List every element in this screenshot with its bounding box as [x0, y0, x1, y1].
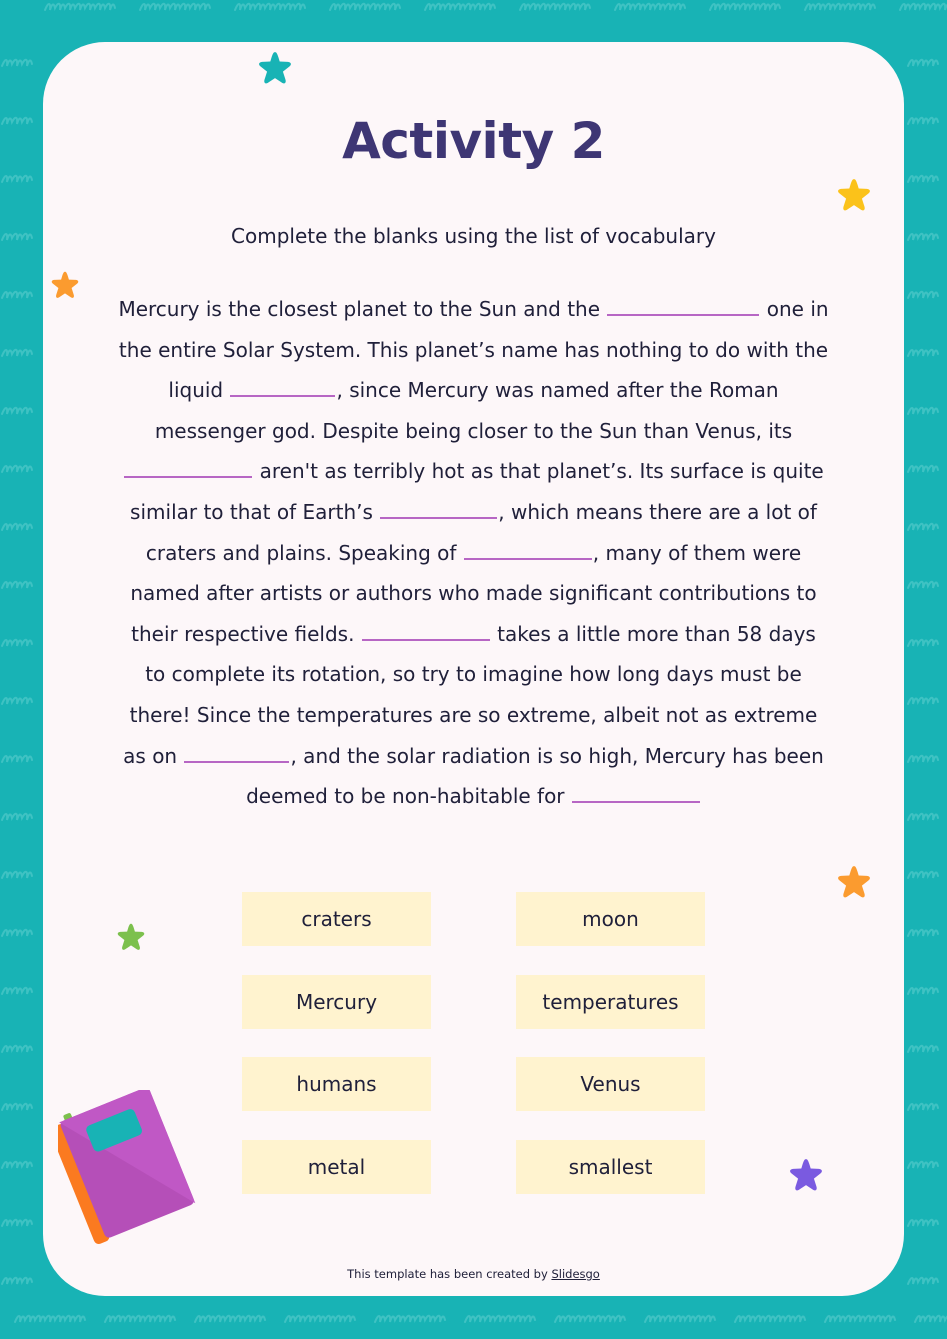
fill-in-paragraph [118, 289, 829, 817]
footer-credit [0, 1267, 947, 1281]
answer-blank[interactable] [380, 516, 497, 519]
vocab-word-metal[interactable]: metal [242, 1140, 431, 1194]
paragraph-text: , since Mercury was named after the Roman messenger god. Despite being closer to the Sun than Venus, its [154, 378, 793, 443]
answer-blank[interactable] [464, 557, 592, 560]
star-orange-left-icon [50, 270, 80, 300]
paragraph-text: aren't as terribly hot as that planet’s. Its surface is quite similar to that of Earth’s [130, 459, 824, 524]
paragraph-text: takes a little more than 58 days to complete its rotation, so try to imagine how long days must be there! Since the temperatures are so extreme, albeit not as extreme as on [123, 621, 818, 768]
paragraph-text: Mercury is the closest planet to the Sun and the [118, 297, 607, 321]
vocab-word-temperatures[interactable]: temperatures [516, 975, 705, 1029]
star-teal-icon [257, 50, 293, 86]
vocab-word-venus[interactable]: Venus [516, 1057, 705, 1111]
notebook-icon [58, 1090, 203, 1250]
answer-blank[interactable] [184, 760, 289, 763]
vocab-word-craters[interactable]: craters [242, 892, 431, 946]
paragraph-text: one in the entire Solar System. This planet’s name has nothing to do with the liquid [118, 297, 829, 403]
star-green-icon [116, 922, 146, 952]
footer-text: This template has been created by [347, 1267, 552, 1281]
star-orange-right-icon [836, 864, 872, 900]
vocab-word-smallest[interactable]: smallest [516, 1140, 705, 1194]
answer-blank[interactable] [362, 638, 490, 641]
vocab-word-humans[interactable]: humans [242, 1057, 431, 1111]
answer-blank[interactable] [230, 394, 335, 397]
star-yellow-icon [836, 177, 872, 213]
instructions: Complete the blanks using the list of vocabulary [231, 224, 716, 248]
paragraph-text: , which means there are a lot of craters and plains. Speaking of [145, 499, 817, 565]
page-title: Activity 2 [342, 112, 605, 170]
answer-blank[interactable] [572, 800, 700, 803]
vocab-word-mercury[interactable]: Mercury [242, 975, 431, 1029]
vocab-word-moon[interactable]: moon [516, 892, 705, 946]
paragraph-text: , and the solar radiation is so high, Mercury has been deemed to be non-habitable for [246, 743, 824, 809]
star-purple-icon [788, 1157, 824, 1193]
answer-blank[interactable] [124, 475, 252, 478]
paragraph-text: , many of them were named after artists or authors who made significant contributions to their respective fields. [130, 540, 817, 646]
answer-blank[interactable] [607, 313, 759, 316]
slidesgo-link[interactable]: Slidesgo [551, 1267, 600, 1281]
